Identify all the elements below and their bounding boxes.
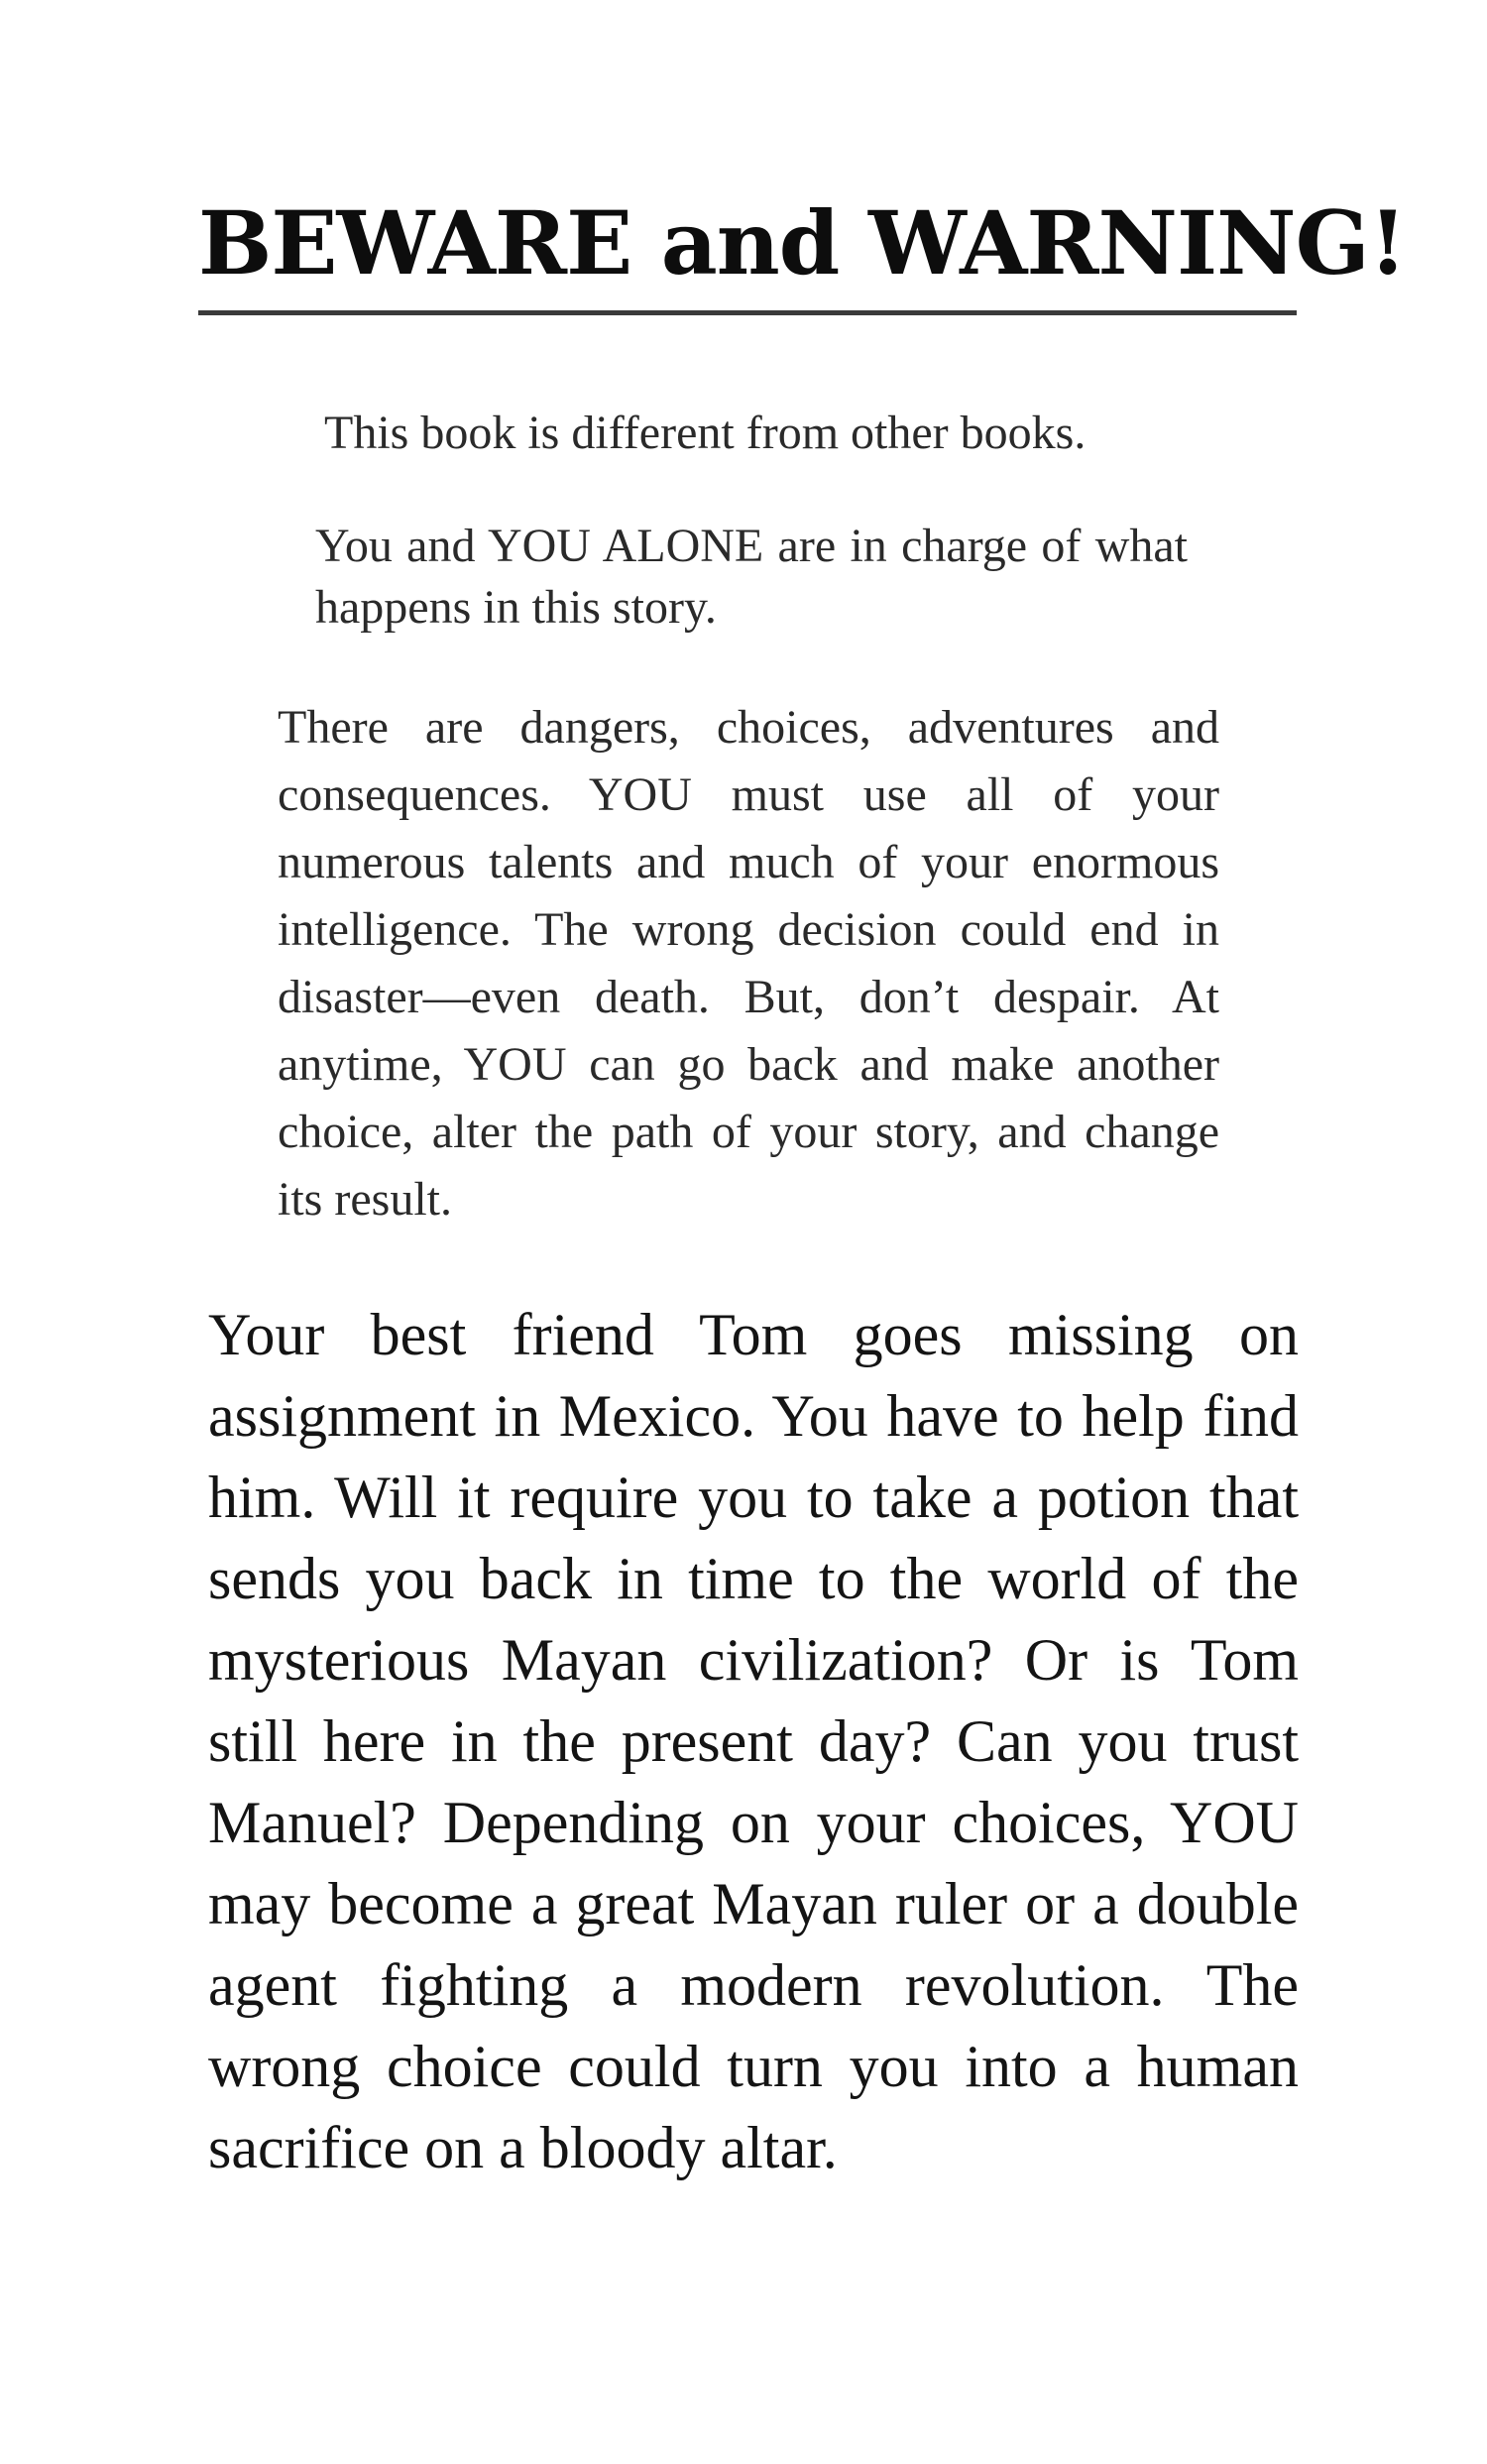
page-title: BEWARE and WARNING! [198, 191, 1407, 294]
intro-paragraph-3: There are dangers, choices, adventures and consequences. YOU must use all of your numerous talents and much of your enormous intelligence. The wrong decision could end in disaster—even death. But, don’t despair. At anytime, YOU can go back and make another choice, alter the path of your story, and change its result. [278, 701, 1219, 1226]
intro-paragraph-1: This book is different from other books. [324, 407, 1087, 459]
title-underline [198, 310, 1297, 315]
story-blurb: Your best friend Tom goes missing on assignment in Mexico. You have to help find him. Will it require you to take a potion that sends you back in time to the world of the mysterious Mayan civilization? Or is Tom still here in the present day? Can you trust Manuel? Depending on your choices, YOU may become a great Mayan ruler or a double agent fighting a modern revolution. The wrong choice could turn you into a human sacrifice on a bloody altar. [208, 1302, 1299, 2180]
intro-paragraph-2: You and YOU ALONE are in charge of what happens in this story. [315, 520, 1188, 634]
